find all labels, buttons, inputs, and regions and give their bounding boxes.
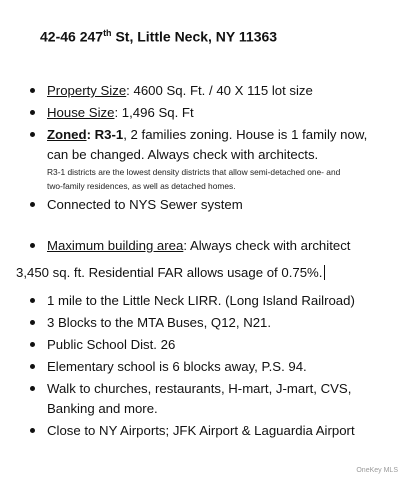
listing-title: 42-46 247th St, Little Neck, NY 11363 [40,28,278,45]
zoning-note-line1: R3-1 districts are the lowest density districts that allow semi-detached one- and [47,167,341,177]
bullet-icon [30,132,35,137]
bullet-icon [30,202,35,207]
walk-item-continued: Banking and more. [47,401,158,416]
far-line: 3,450 sq. ft. Residential FAR allows usage of 0.75%. [16,265,325,280]
bullet-icon [30,320,35,325]
watermark: OneKey MLS [356,467,398,474]
zoning-note-line2: two-family residences, as well as detached homes. [47,181,236,191]
bullet-icon [30,386,35,391]
bullet-icon [30,342,35,347]
bullet-icon [30,298,35,303]
bullet-icon [30,364,35,369]
text-cursor [324,265,325,280]
bullet-icon [30,88,35,93]
bullet-icon [30,110,35,115]
bullet-icon [30,428,35,433]
zoned-text-continued: can be changed. Always check with architects. [47,147,319,162]
bullet-icon [30,243,35,248]
